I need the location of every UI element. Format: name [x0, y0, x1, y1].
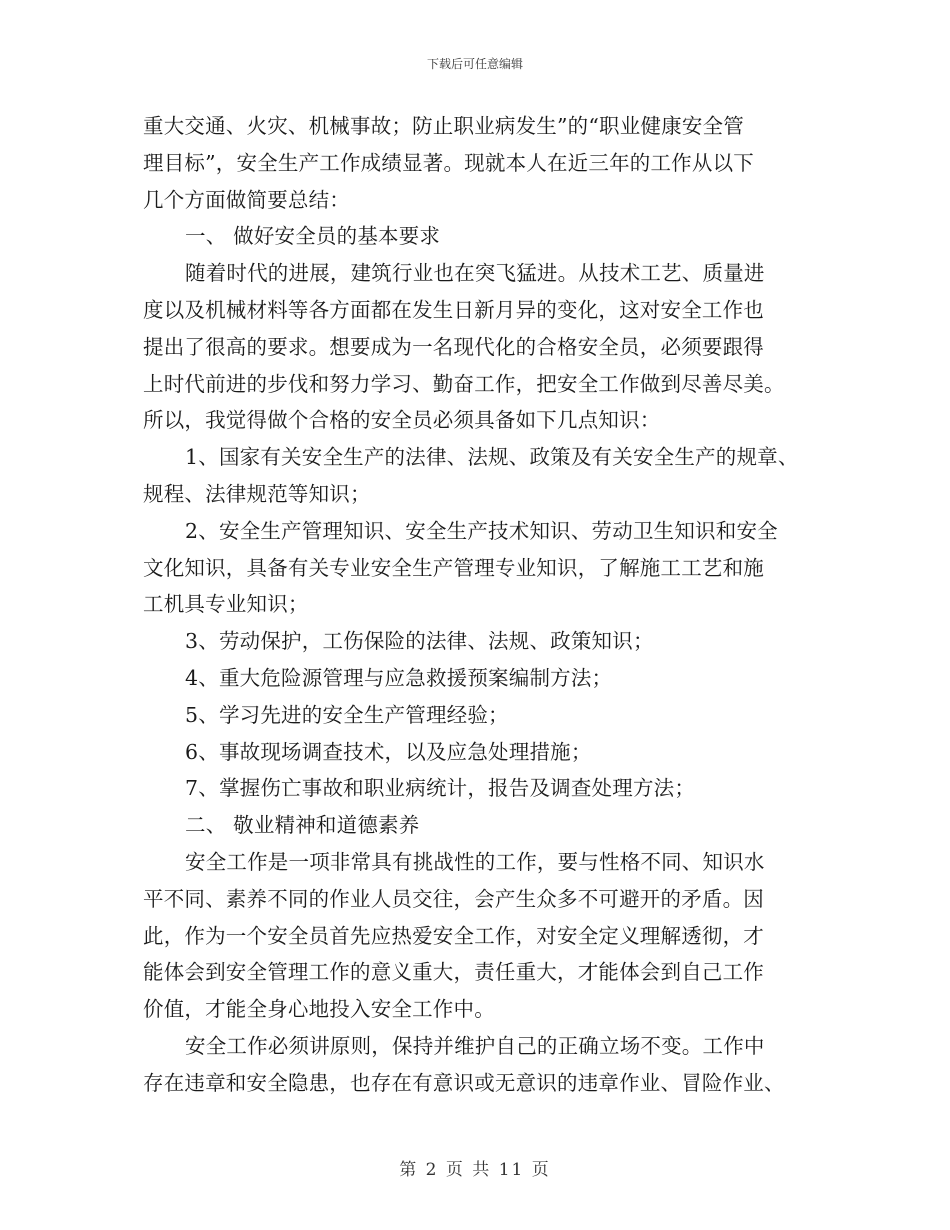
text-line: 理目标”，安全生产工作成绩显著。现就本人在近三年的工作从以下: [143, 150, 754, 175]
text-line: 几个方面做简要总结：: [143, 187, 350, 212]
text-line: 一、 做好安全员的基本要求: [185, 224, 441, 249]
text-line: 5、学习先进的安全生产管理经验；: [185, 702, 509, 727]
text-line: 上时代前进的步伐和努力学习、勤奋工作，把安全工作做到尽善尽美。: [143, 371, 785, 396]
text-line: 4、重大危险源管理与应急救援预案编制方法；: [185, 665, 613, 690]
text-line: 度以及机械材料等各方面都在发生日新月异的变化，这对安全工作也: [143, 297, 764, 322]
document-body: [143, 108, 823, 1102]
text-line: 存在违章和安全隐患，也存在有意识或无意识的违章作业、冒险作业、: [143, 1070, 785, 1095]
text-line: 7、掌握伤亡事故和职业病统计，报告及调查处理方法；: [185, 776, 696, 801]
text-line: 工机具专业知识；: [143, 592, 309, 617]
text-line: 提出了很高的要求。想要成为一名现代化的合格安全员，必须要跟得: [143, 334, 764, 359]
page-header-note: 下载后可任意编辑: [426, 57, 523, 71]
text-line: 3、劳动保护，工伤保险的法律、法规、政策知识；: [185, 629, 654, 654]
text-line: 能体会到安全管理工作的意义重大，责任重大，才能体会到自己工作: [143, 960, 764, 985]
text-line: 随着时代的进展，建筑行业也在突飞猛进。从技术工艺、质量进: [185, 261, 765, 286]
text-line: 安全工作是一项非常具有挑战性的工作，要与性格不同、知识水: [185, 849, 765, 874]
text-line: 1、国家有关安全生产的法律、法规、政策及有关安全生产的规章、: [185, 445, 799, 470]
text-line: 价值，才能全身心地投入安全工作中。: [143, 997, 495, 1022]
text-line: 文化知识，具备有关专业安全生产管理专业知识，了解施工工艺和施: [143, 555, 764, 580]
page-number-footer: 第 2 页 共 11 页: [399, 1160, 551, 1180]
text-line: 此，作为一个安全员首先应热爱安全工作，对安全定义理解透彻，才: [143, 923, 764, 948]
text-line: 6、事故现场调查技术，以及应急处理措施；: [185, 739, 592, 764]
text-line: 重大交通、火灾、机械事故；防止职业病发生”的“职业健康安全管: [143, 114, 744, 138]
text-line: 所以，我觉得做个合格的安全员必须具备如下几点知识：: [143, 408, 661, 433]
text-line: 规程、法律规范等知识；: [143, 481, 371, 506]
text-line: 2、安全生产管理知识、安全生产技术知识、劳动卫生知识和安全: [185, 518, 778, 543]
text-line: 安全工作必须讲原则，保持并维护自己的正确立场不变。工作中: [185, 1033, 765, 1058]
text-line: 平不同、素养不同的作业人员交往，会产生众多不可避开的矛盾。因: [143, 886, 764, 911]
text-line: 二、 敬业精神和道德素养: [185, 813, 420, 838]
